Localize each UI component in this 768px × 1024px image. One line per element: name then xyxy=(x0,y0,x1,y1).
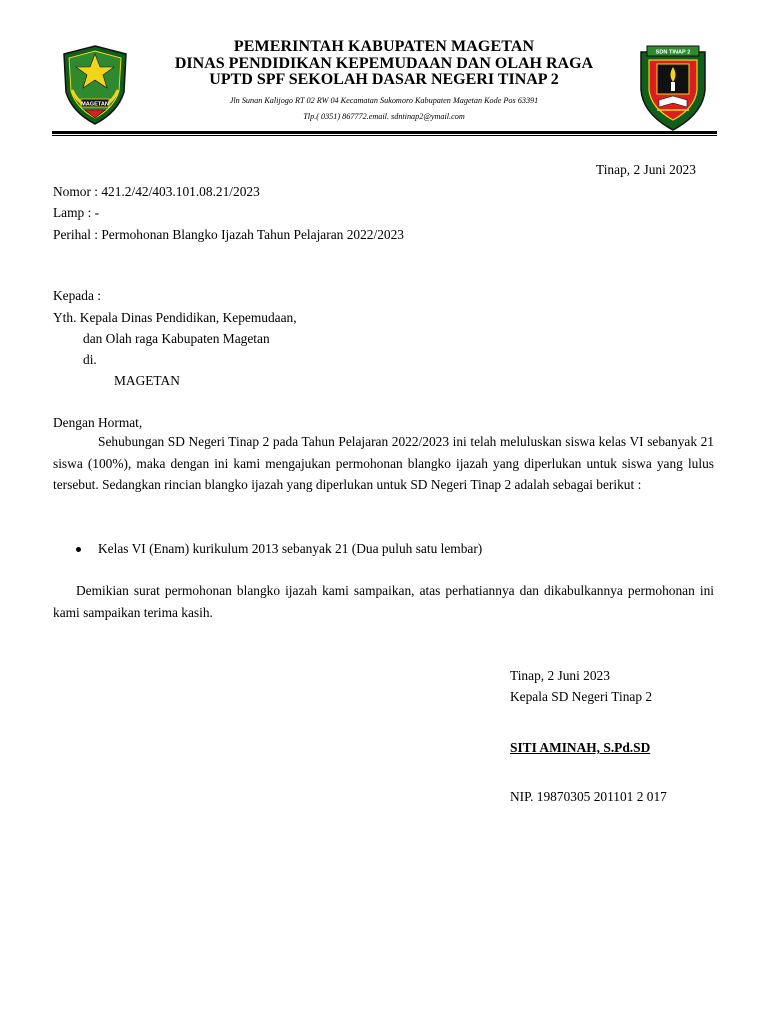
salutation: Dengan Hormat, xyxy=(53,415,143,430)
request-item: Kelas VI (Enam) kurikulum 2013 sebanyak 21 (Dua puluh satu lembar) xyxy=(98,541,483,556)
body-paragraph-closing: Demikian surat permohonan blangko ijazah kami sampaikan, atas perhatiannya dan dikabulkannya permohonan ini kami sampaikan terima kasih. xyxy=(53,583,714,620)
letter-attachment: Lamp : - xyxy=(53,205,100,220)
recipient-line: di. xyxy=(83,352,97,367)
letterhead-contact: Tlp.( 0351) 867772.email. sdntinap2@ymail.com xyxy=(303,112,465,121)
signature-role: Kepala SD Negeri Tinap 2 xyxy=(510,689,653,704)
signature-place-date: Tinap, 2 Juni 2023 xyxy=(510,668,610,683)
letter-subject: Perihal : Permohonan Blangko Ijazah Tahun Pelajaran 2022/2023 xyxy=(53,227,404,242)
body-paragraph-request: Sehubungan SD Negeri Tinap 2 pada Tahun Pelajaran 2022/2023 ini telah meluluskan siswa kelas VI sebanyak 21 siswa (100%), maka dengan ini kami mengajukan permohonan blangko ijazah yang diperlukan untuk siswa yang lulus tersebut. Sedangkan rincian blangko ijazah yang diperlukan untuk SD Negeri Tinap 2 adalah sebagai berikut : xyxy=(53,434,714,492)
letter-date: Tinap, 2 Juni 2023 xyxy=(596,162,696,177)
magetan-logo-caption: MAGETAN xyxy=(81,101,109,108)
letterhead-rule-thin xyxy=(52,135,717,136)
letterhead-rule-thick xyxy=(52,131,717,134)
letter-number: Nomor : 421.2/42/403.101.08.21/2023 xyxy=(53,184,260,199)
letterhead-address: Jln Sunan Kalijogo RT 02 RW 04 Kecamatan Sukomoro Kabupaten Magetan Kode Pos 63391 xyxy=(229,96,539,105)
recipient-line: Yth. Kepala Dinas Pendidikan, Kepemudaan, xyxy=(53,310,297,325)
signature-name: SITI AMINAH, S.Pd.SD xyxy=(510,740,651,755)
school-logo-caption: SDN TINAP 2 xyxy=(655,49,691,56)
recipient-heading: Kepada : xyxy=(53,288,101,303)
signature-nip: NIP. 19870305 201101 2 017 xyxy=(510,789,667,804)
recipient-city: MAGETAN xyxy=(114,373,180,388)
bullet-icon xyxy=(76,547,81,552)
school-logo xyxy=(637,44,709,132)
recipient-line: dan Olah raga Kabupaten Magetan xyxy=(83,331,270,346)
magetan-regency-logo xyxy=(58,44,132,126)
letterhead-government: PEMERINTAH KABUPATEN MAGETAN xyxy=(233,38,535,55)
letterhead-school: UPTD SPF SEKOLAH DASAR NEGERI TINAP 2 xyxy=(209,71,559,88)
letterhead-department: DINAS PENDIDIKAN KEPEMUDAAN DAN OLAH RAGA xyxy=(174,55,594,72)
